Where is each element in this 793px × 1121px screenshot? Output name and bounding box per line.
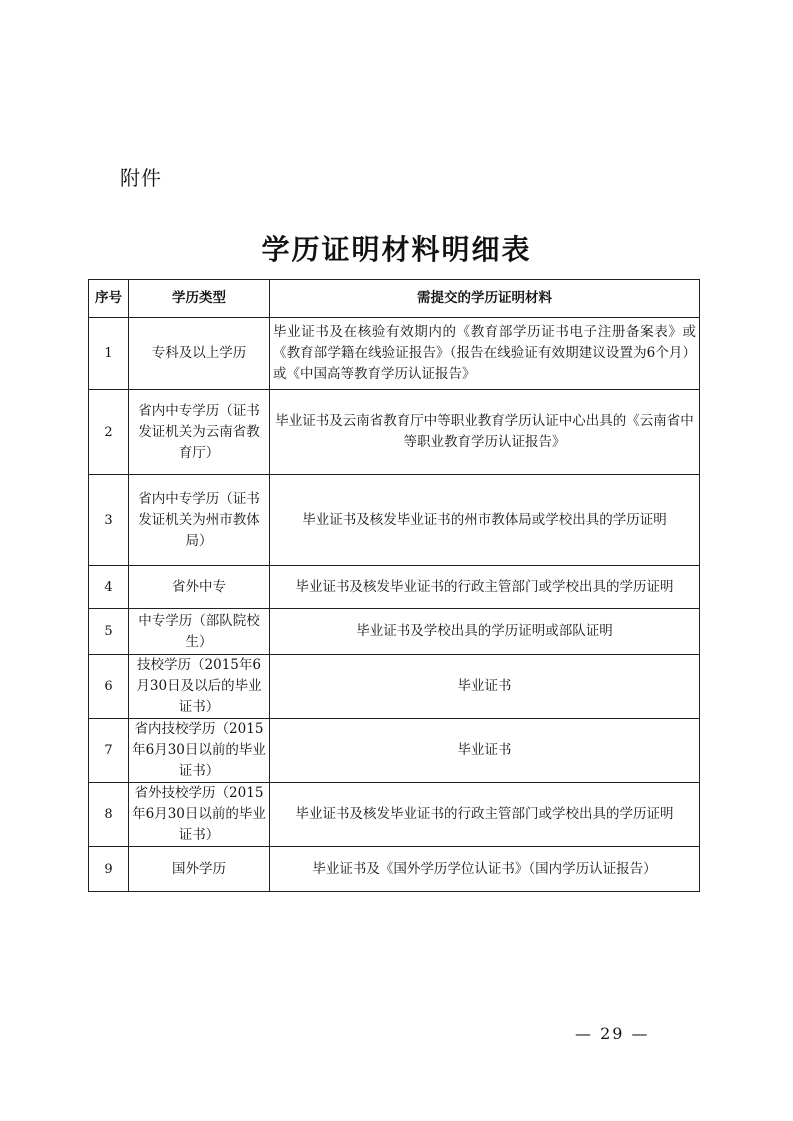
row-no: 4 [89,566,129,609]
header-materials: 需提交的学历证明材料 [270,280,700,318]
education-proof-table [88,279,700,892]
row-type: 国外学历 [129,847,270,892]
row-no: 1 [89,318,129,390]
row-type: 专科及以上学历 [129,318,270,390]
row-no: 6 [89,655,129,719]
row-no: 5 [89,609,129,655]
row-materials: 毕业证书及核发毕业证书的州市教体局或学校出具的学历证明 [270,475,700,566]
row-no: 9 [89,847,129,892]
row-type: 省外技校学历（2015年6月30日以前的毕业证书） [129,783,270,847]
table-row [89,655,700,719]
page-title: 学历证明材料明细表 [261,233,532,266]
row-type: 省外中专 [129,566,270,609]
header-no: 序号 [89,280,129,318]
row-type: 省内技校学历（2015年6月30日以前的毕业证书） [129,719,270,783]
row-materials: 毕业证书 [270,719,700,783]
row-no: 8 [89,783,129,847]
table-row [89,475,700,566]
row-type: 技校学历（2015年6月30日及以后的毕业证书） [129,655,270,719]
table-row [89,719,700,783]
row-no: 2 [89,390,129,475]
row-no: 3 [89,475,129,566]
row-materials: 毕业证书及在核验有效期内的《教育部学历证书电子注册备案表》或《教育部学籍在线验证报告》（报告在线验证有效期建议设置为6个月）或《中国高等教育学历认证报告》 [270,318,700,390]
table-row [89,609,700,655]
row-materials: 毕业证书及核发毕业证书的行政主管部门或学校出具的学历证明 [270,783,700,847]
row-materials: 毕业证书及《国外学历学位认证书》（国内学历认证报告） [270,847,700,892]
row-no: 7 [89,719,129,783]
row-materials: 毕业证书及学校出具的学历证明或部队证明 [270,609,700,655]
page-number: — 29 — [575,1024,650,1043]
attachment-label: 附件 [120,166,162,190]
table-header-row [89,280,700,318]
row-materials: 毕业证书及云南省教育厅中等职业教育学历认证中心出具的《云南省中等职业教育学历认证报告》 [270,390,700,475]
row-materials: 毕业证书及核发毕业证书的行政主管部门或学校出具的学历证明 [270,566,700,609]
row-materials: 毕业证书 [270,655,700,719]
table-row [89,847,700,892]
table-row [89,390,700,475]
table-row [89,318,700,390]
row-type: 省内中专学历（证书发证机关为州市教体局） [129,475,270,566]
row-type: 中专学历（部队院校生） [129,609,270,655]
row-type: 省内中专学历（证书发证机关为云南省教育厅） [129,390,270,475]
header-type: 学历类型 [129,280,270,318]
table-row [89,566,700,609]
table-row [89,783,700,847]
